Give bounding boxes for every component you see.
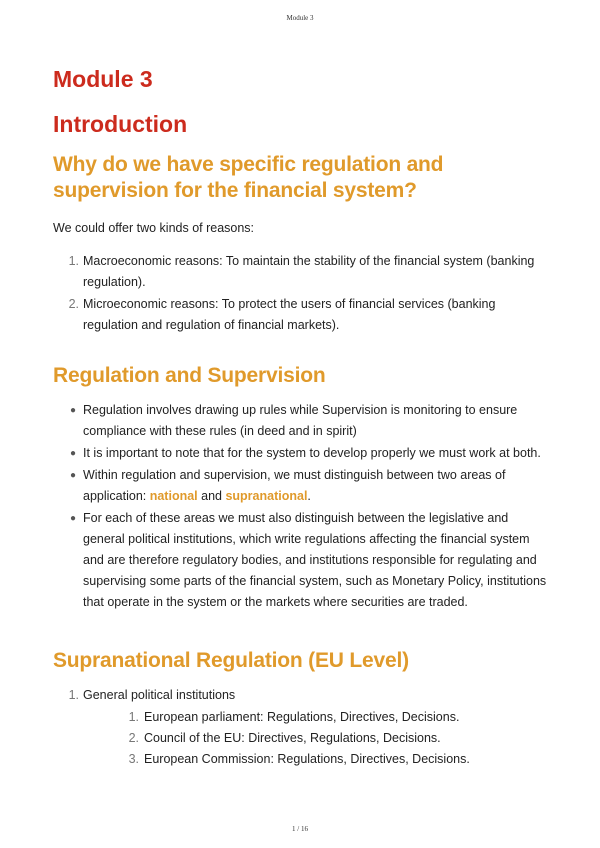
list-item: [83, 728, 553, 749]
text-segment: and: [197, 489, 226, 503]
page-number: 1 / 16: [292, 825, 308, 833]
list-item-text: General political institutions: [83, 688, 236, 702]
list-item-text: Microeconomic reasons: To protect the users of financial services (banking regulation and regulation of financial markets).: [83, 297, 496, 332]
bullet-icon: ●: [70, 405, 77, 416]
list-item: [83, 707, 553, 728]
list-item: [53, 465, 553, 507]
list-number: 1.: [68, 254, 79, 268]
list-item-text: Macroeconomic reasons: To maintain the stability of the financial system (banking regulation).: [83, 254, 535, 289]
nested-list: [83, 707, 553, 770]
document-body: [53, 60, 553, 770]
list-item-text: Regulation involves drawing up rules while Supervision is monitoring to ensure compliance with these rules (in deed and in spirit): [83, 403, 518, 438]
bullet-icon: ●: [70, 513, 77, 524]
text-segment: .: [307, 489, 311, 503]
highlight-national: national: [149, 489, 198, 503]
bullet-icon: ●: [70, 448, 77, 459]
list-item-text: For each of these areas we must also distinguish between the legislative and general political institutions, which write regulations affecting the financial system and are therefore regulatory bodies, and institutions responsible for regulating and supervising some parts of the financial system, such as Monetary Policy, institutions that operate in the system or the markets where securities are traded.: [83, 511, 547, 609]
list-item-text: European parliament: Regulations, Directives, Decisions.: [144, 710, 460, 724]
supranational-regulation-heading: Supranational Regulation (EU Level): [53, 649, 409, 672]
list-number: 3.: [128, 752, 139, 766]
list-number: 1.: [68, 688, 79, 702]
page-title: Module 3: [53, 66, 153, 92]
why-regulation-heading: Why do we have specific regulation and supervision for the financial system?: [53, 153, 444, 202]
bullet-icon: ●: [70, 470, 77, 481]
list-item-text: It is important to note that for the system to develop properly we must work at both.: [83, 446, 541, 460]
text-segment: Within regulation and supervision, we must distinguish between two areas of application:: [83, 468, 506, 503]
list-item: [53, 400, 553, 442]
regulation-bullets: [53, 400, 553, 613]
list-item: [83, 749, 553, 770]
list-item: [53, 443, 553, 464]
highlight-supranational: supranational: [225, 489, 308, 503]
list-number: 1.: [128, 710, 139, 724]
running-header: Module 3: [286, 14, 314, 22]
list-item: [53, 685, 553, 770]
list-number: 2.: [128, 731, 139, 745]
regulation-supervision-heading: Regulation and Supervision: [53, 364, 326, 387]
supranational-list: [53, 685, 553, 770]
list-item-text: [83, 468, 505, 503]
list-item-text: European Commission: Regulations, Directives, Decisions.: [144, 752, 470, 766]
list-item-text: Council of the EU: Directives, Regulations, Decisions.: [144, 731, 441, 745]
list-item: [53, 508, 553, 613]
list-number: 2.: [68, 297, 79, 311]
introduction-heading: Introduction: [53, 111, 188, 137]
reasons-intro: We could offer two kinds of reasons:: [53, 221, 255, 235]
list-item: [53, 294, 553, 336]
reasons-list: [53, 251, 553, 336]
list-item: [53, 251, 553, 293]
